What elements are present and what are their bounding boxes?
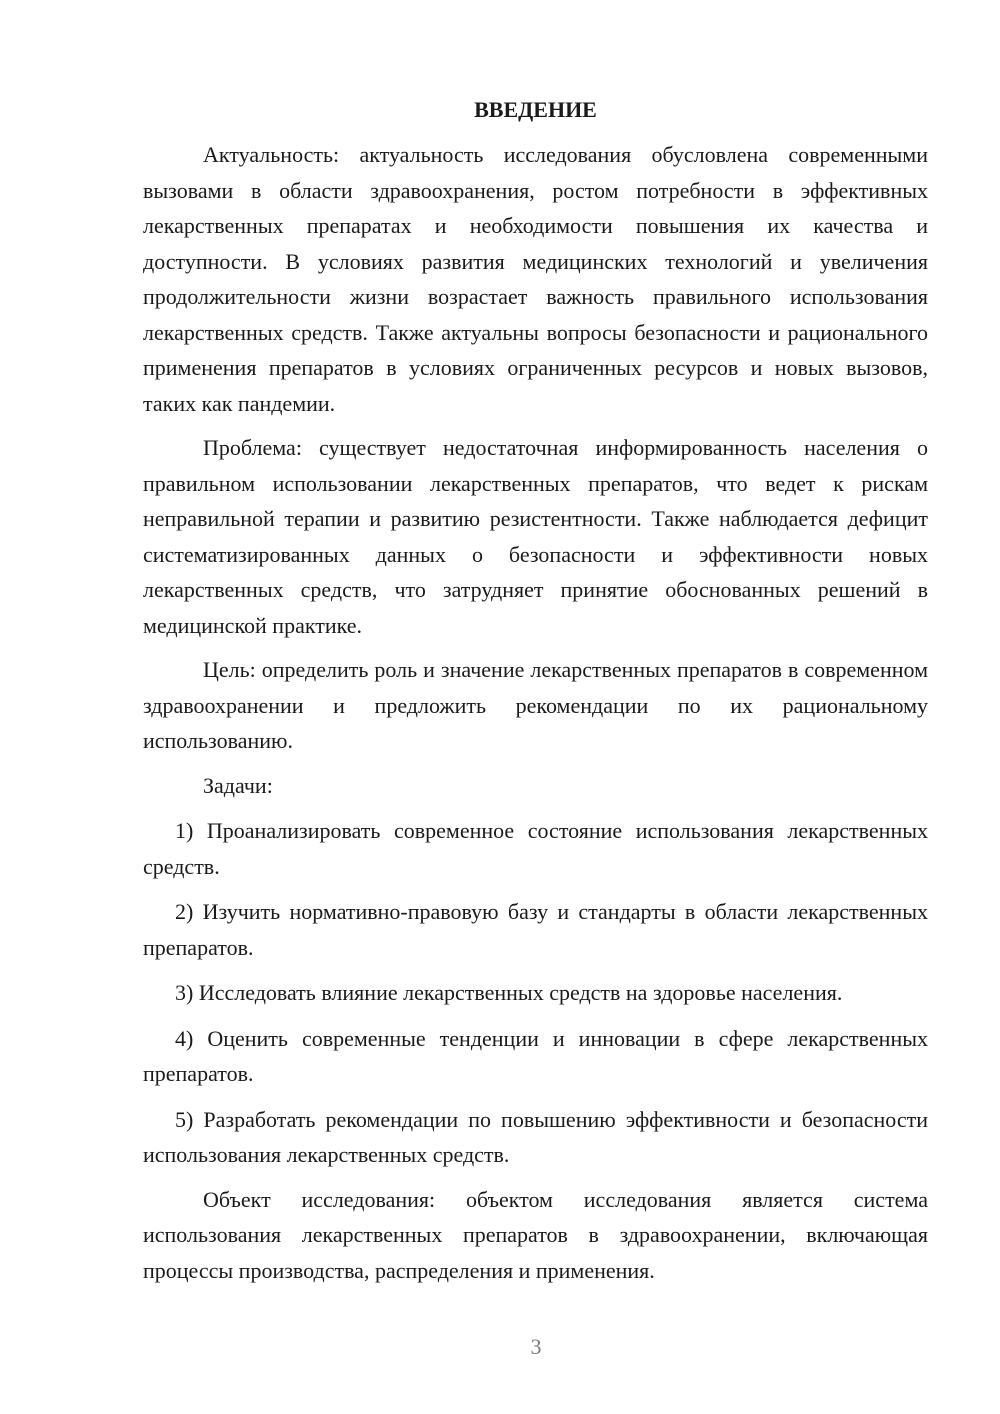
object-paragraph: Объект исследования: объектом исследования является система использования лекарственных препаратов в здравоохранении, включающая процессы производства, распределения и применения. (143, 1186, 928, 1283)
relevance-paragraph: Актуальность: актуальность исследования обусловлена современными вызовами в области здравоохранения, ростом потребности в эффективных лекарственных препаратах и необходимости повышения их качества и доступности. В условиях развития медицинских технологий и увеличения продолжительности жизни возрастает важность правильного использования лекарственных средств. Также актуальны вопросы безопасности и рационального применения препаратов в условиях ограниченных ресурсов и новых вызовов, таких как пандемии. (143, 142, 928, 416)
task-item-3: 3) Исследовать влияние лекарственных средств на здоровье населения. (175, 980, 843, 1005)
page-number: 3 (530, 1334, 542, 1359)
task-item-4: 4) Оценить современные тенденции и инновации в сфере лекарственных препаратов. (143, 1025, 928, 1086)
goal-paragraph: Цель: определить роль и значение лекарственных препаратов в современном здравоохранении и предложить рекомендации по их рациональному использованию. (143, 657, 928, 753)
tasks-label: Задачи: (203, 772, 273, 798)
task-item-2: 2) Изучить нормативно-правовую базу и стандарты в области лекарственных препаратов. (143, 899, 928, 960)
page-content (143, 95, 928, 1288)
task-item-1: 1) Проанализировать современное состояние использования лекарственных средств. (143, 818, 928, 879)
section-heading: ВВЕДЕНИЕ (474, 97, 597, 122)
problem-paragraph: Проблема: существует недостаточная информированность населения о правильном использовании лекарственных препаратов, что ведет к рискам неправильной терапии и развитию резистентности. Также наблюдается дефицит систематизированных данных о безопасности и эффективности новых лекарственных средств, что затрудняет принятие обоснованных решений в медицинской практике. (143, 435, 928, 638)
task-item-5: 5) Разработать рекомендации по повышению эффективности и безопасности использования лекарственных средств. (143, 1106, 928, 1167)
